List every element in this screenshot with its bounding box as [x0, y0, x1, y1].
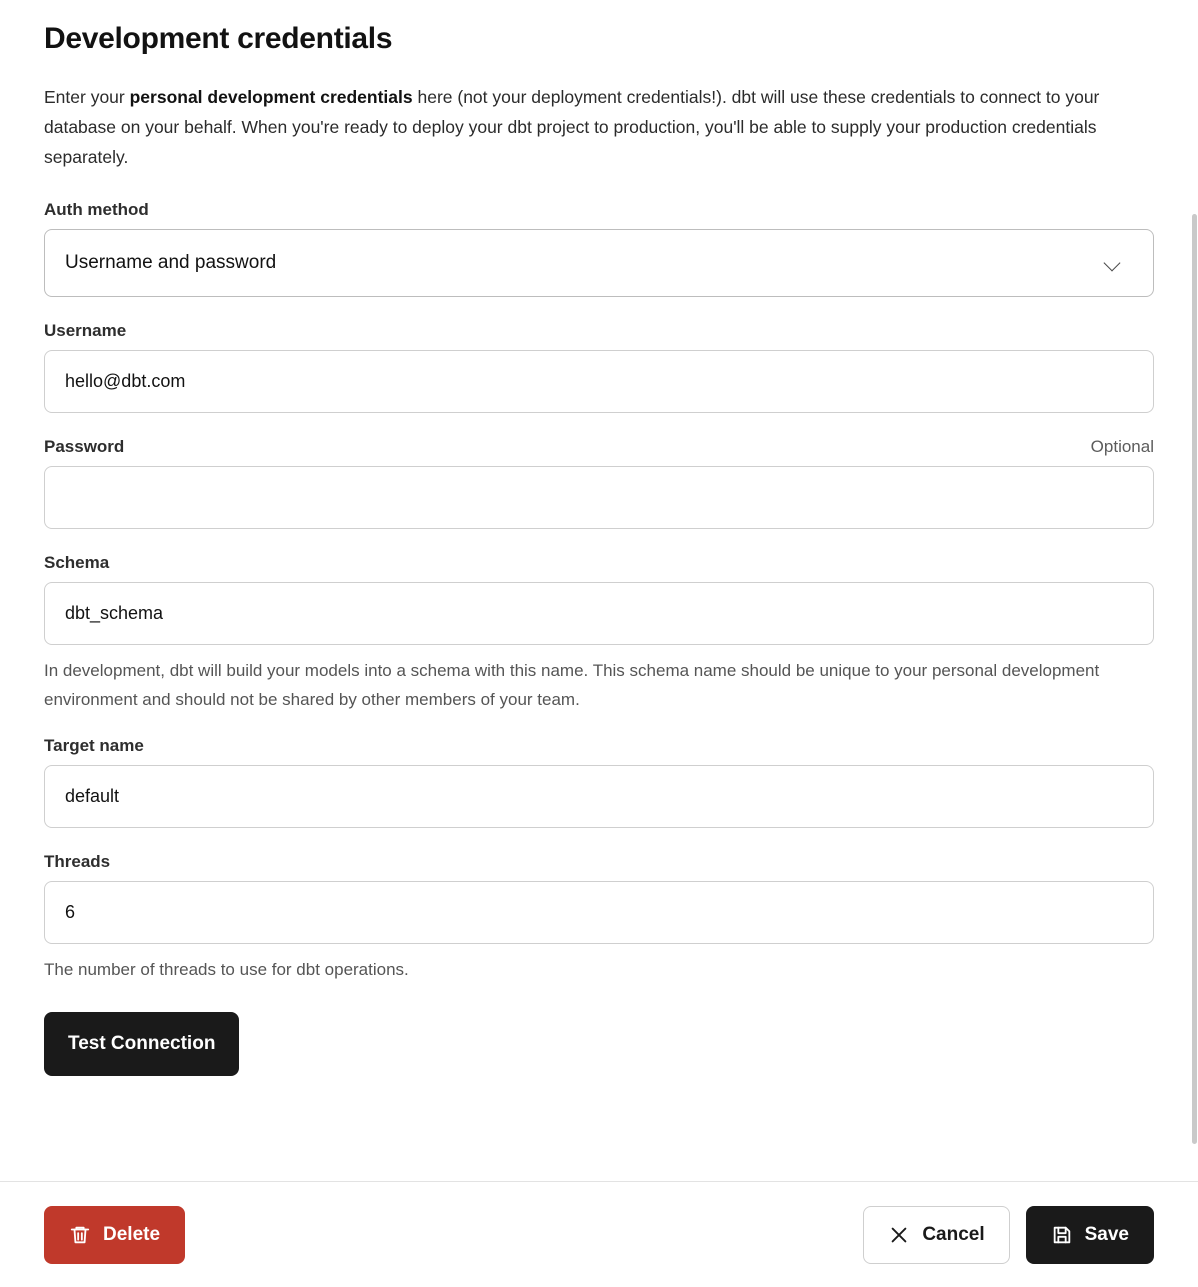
schema-label-row: [44, 553, 1154, 573]
footer-actions: [863, 1206, 1154, 1264]
save-button-label: Save: [1084, 1223, 1129, 1245]
field-schema: [44, 553, 1154, 714]
intro-paragraph: [44, 82, 1154, 172]
cancel-button-label: Cancel: [922, 1223, 985, 1245]
cancel-button[interactable]: [863, 1206, 1009, 1264]
delete-button-label: Delete: [103, 1223, 161, 1245]
threads-input[interactable]: [44, 881, 1154, 944]
delete-button[interactable]: [44, 1206, 185, 1264]
password-optional-tag: Optional: [1090, 437, 1154, 456]
intro-text-before: Enter your: [44, 87, 130, 107]
schema-input[interactable]: [44, 582, 1154, 645]
auth-method-value: Username and password: [65, 252, 277, 273]
field-username: [44, 321, 1154, 413]
username-label-row: [44, 321, 1154, 341]
schema-label: Schema: [44, 553, 110, 572]
target-name-value: default: [65, 786, 120, 806]
username-value: hello@dbt.com: [65, 371, 186, 391]
auth-method-label: Auth method: [44, 200, 149, 219]
auth-method-select[interactable]: [44, 229, 1154, 297]
scrollbar-thumb[interactable]: [1192, 214, 1197, 1144]
threads-label: Threads: [44, 852, 111, 871]
threads-helper-text: The number of threads to use for dbt operations.: [44, 960, 409, 979]
save-button[interactable]: [1026, 1206, 1154, 1264]
field-target-name: [44, 736, 1154, 828]
page-title: Development credentials: [44, 22, 393, 55]
password-label: Password: [44, 437, 125, 456]
form-footer: [0, 1181, 1198, 1287]
field-password: [44, 437, 1154, 529]
chevron-down-icon: [1105, 255, 1121, 271]
test-connection-button[interactable]: Test Connection: [44, 1012, 239, 1076]
field-threads: [44, 852, 1154, 984]
username-input[interactable]: [44, 350, 1154, 413]
threads-label-row: [44, 852, 1154, 872]
field-auth-method: [44, 200, 1154, 297]
trash-icon: [69, 1224, 91, 1246]
save-disk-icon: [1051, 1224, 1073, 1246]
schema-value: dbt_schema: [65, 603, 164, 623]
intro-text-bold: personal development credentials: [129, 87, 413, 107]
auth-method-label-row: [44, 200, 1154, 220]
target-name-input[interactable]: [44, 765, 1154, 828]
password-label-row: [44, 437, 1154, 457]
username-label: Username: [44, 321, 127, 340]
close-icon: [888, 1224, 910, 1246]
password-input[interactable]: [44, 466, 1154, 529]
intro-text-after: here (not your deployment credentials!). dbt will use these credentials to connect to your database on your behalf. When you're ready to deploy your dbt project to production, you'll be able to supply your production credentials separately.: [44, 87, 1100, 167]
threads-value: 6: [65, 902, 76, 922]
target-name-label-row: [44, 736, 1154, 756]
schema-helper-text: In development, dbt will build your models into a schema with this name. This schema name should be unique to your personal development environment and should not be shared by other members of your team.: [44, 661, 1100, 709]
target-name-label: Target name: [44, 736, 144, 755]
